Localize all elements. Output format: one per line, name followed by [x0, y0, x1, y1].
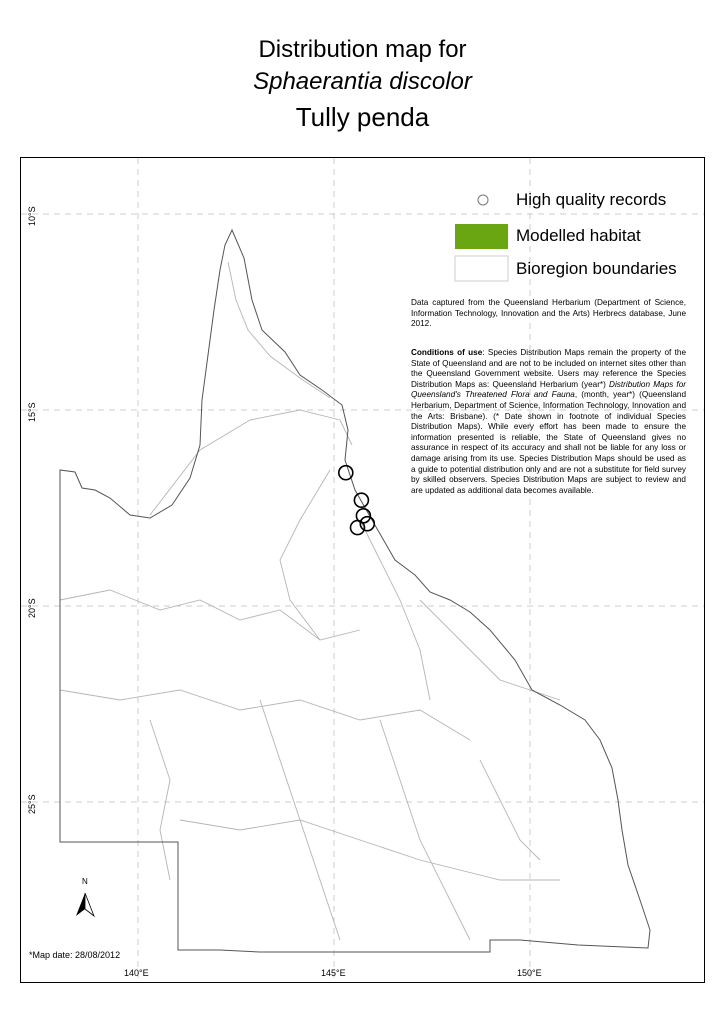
lon-label-140: 140°E: [124, 968, 149, 978]
lat-label-20: 20°S: [27, 598, 37, 618]
conditions-text-2: , (month, year*) (Queensland Herbarium, Department of Science, Information Technology, Innovation and the Arts: Brisbane). (* Date shown in footnote of individual Species Distribution Maps). While every effort has been made to ensure the information presented is reliable, the State of Queensland gives no assurance in respect of its accuracy and shall not be liable for any loss or damage arising from its use. Species Distribution Maps should be used as a guide to potential distribution only and are not a substitute for field survey by skilled observers. Species Distribution Maps are subject to review and are updated as additional data becomes available.: [411, 390, 687, 495]
record-markers: [339, 466, 375, 535]
legend-habitat-label: Modelled habitat: [516, 226, 641, 245]
lon-label-150: 150°E: [517, 968, 542, 978]
map-date: *Map date: 28/08/2012: [29, 950, 121, 960]
legend-records-label: High quality records: [516, 190, 667, 209]
legend-bioregion-label: Bioregion boundaries: [516, 259, 677, 278]
legend-habitat-swatch: [455, 224, 508, 249]
data-source-note: Data captured from the Queensland Herbarium (Department of Science, Information Technology, Innovation and the Arts) Herbrecs database, June 2012.: [411, 298, 686, 329]
title-species: Sphaerantia discolor: [253, 68, 472, 95]
conditions-text-italic: Distribution Maps for Queensland's Threatened Flora and Fauna: [411, 379, 686, 400]
record-marker: [339, 466, 353, 480]
lat-label-15: 15°S: [27, 402, 37, 422]
title-line-1: Distribution map for: [258, 36, 467, 63]
legend-record-symbol: [478, 195, 488, 205]
title-common-name: Tully penda: [295, 102, 430, 132]
north-label: N: [82, 877, 88, 886]
queensland-outline: [60, 230, 650, 952]
conditions-text-1: : Species Distribution Maps remain the property of the State of Queensland and are not to be included on internet sites other than the Queensland Government website. Users may reference the Species Distribution Maps as: Queensland Herbarium (year*): [411, 348, 686, 389]
record-marker: [354, 493, 368, 507]
graticule: [21, 158, 704, 982]
conditions-heading: Conditions of use: [411, 348, 483, 357]
lat-label-25: 25°S: [27, 794, 37, 814]
lat-label-10: 10°S: [27, 206, 37, 226]
north-arrow: [76, 893, 94, 916]
lon-label-145: 145°E: [321, 968, 346, 978]
conditions-of-use: [411, 348, 686, 496]
legend-bioregion-swatch: [455, 256, 508, 281]
